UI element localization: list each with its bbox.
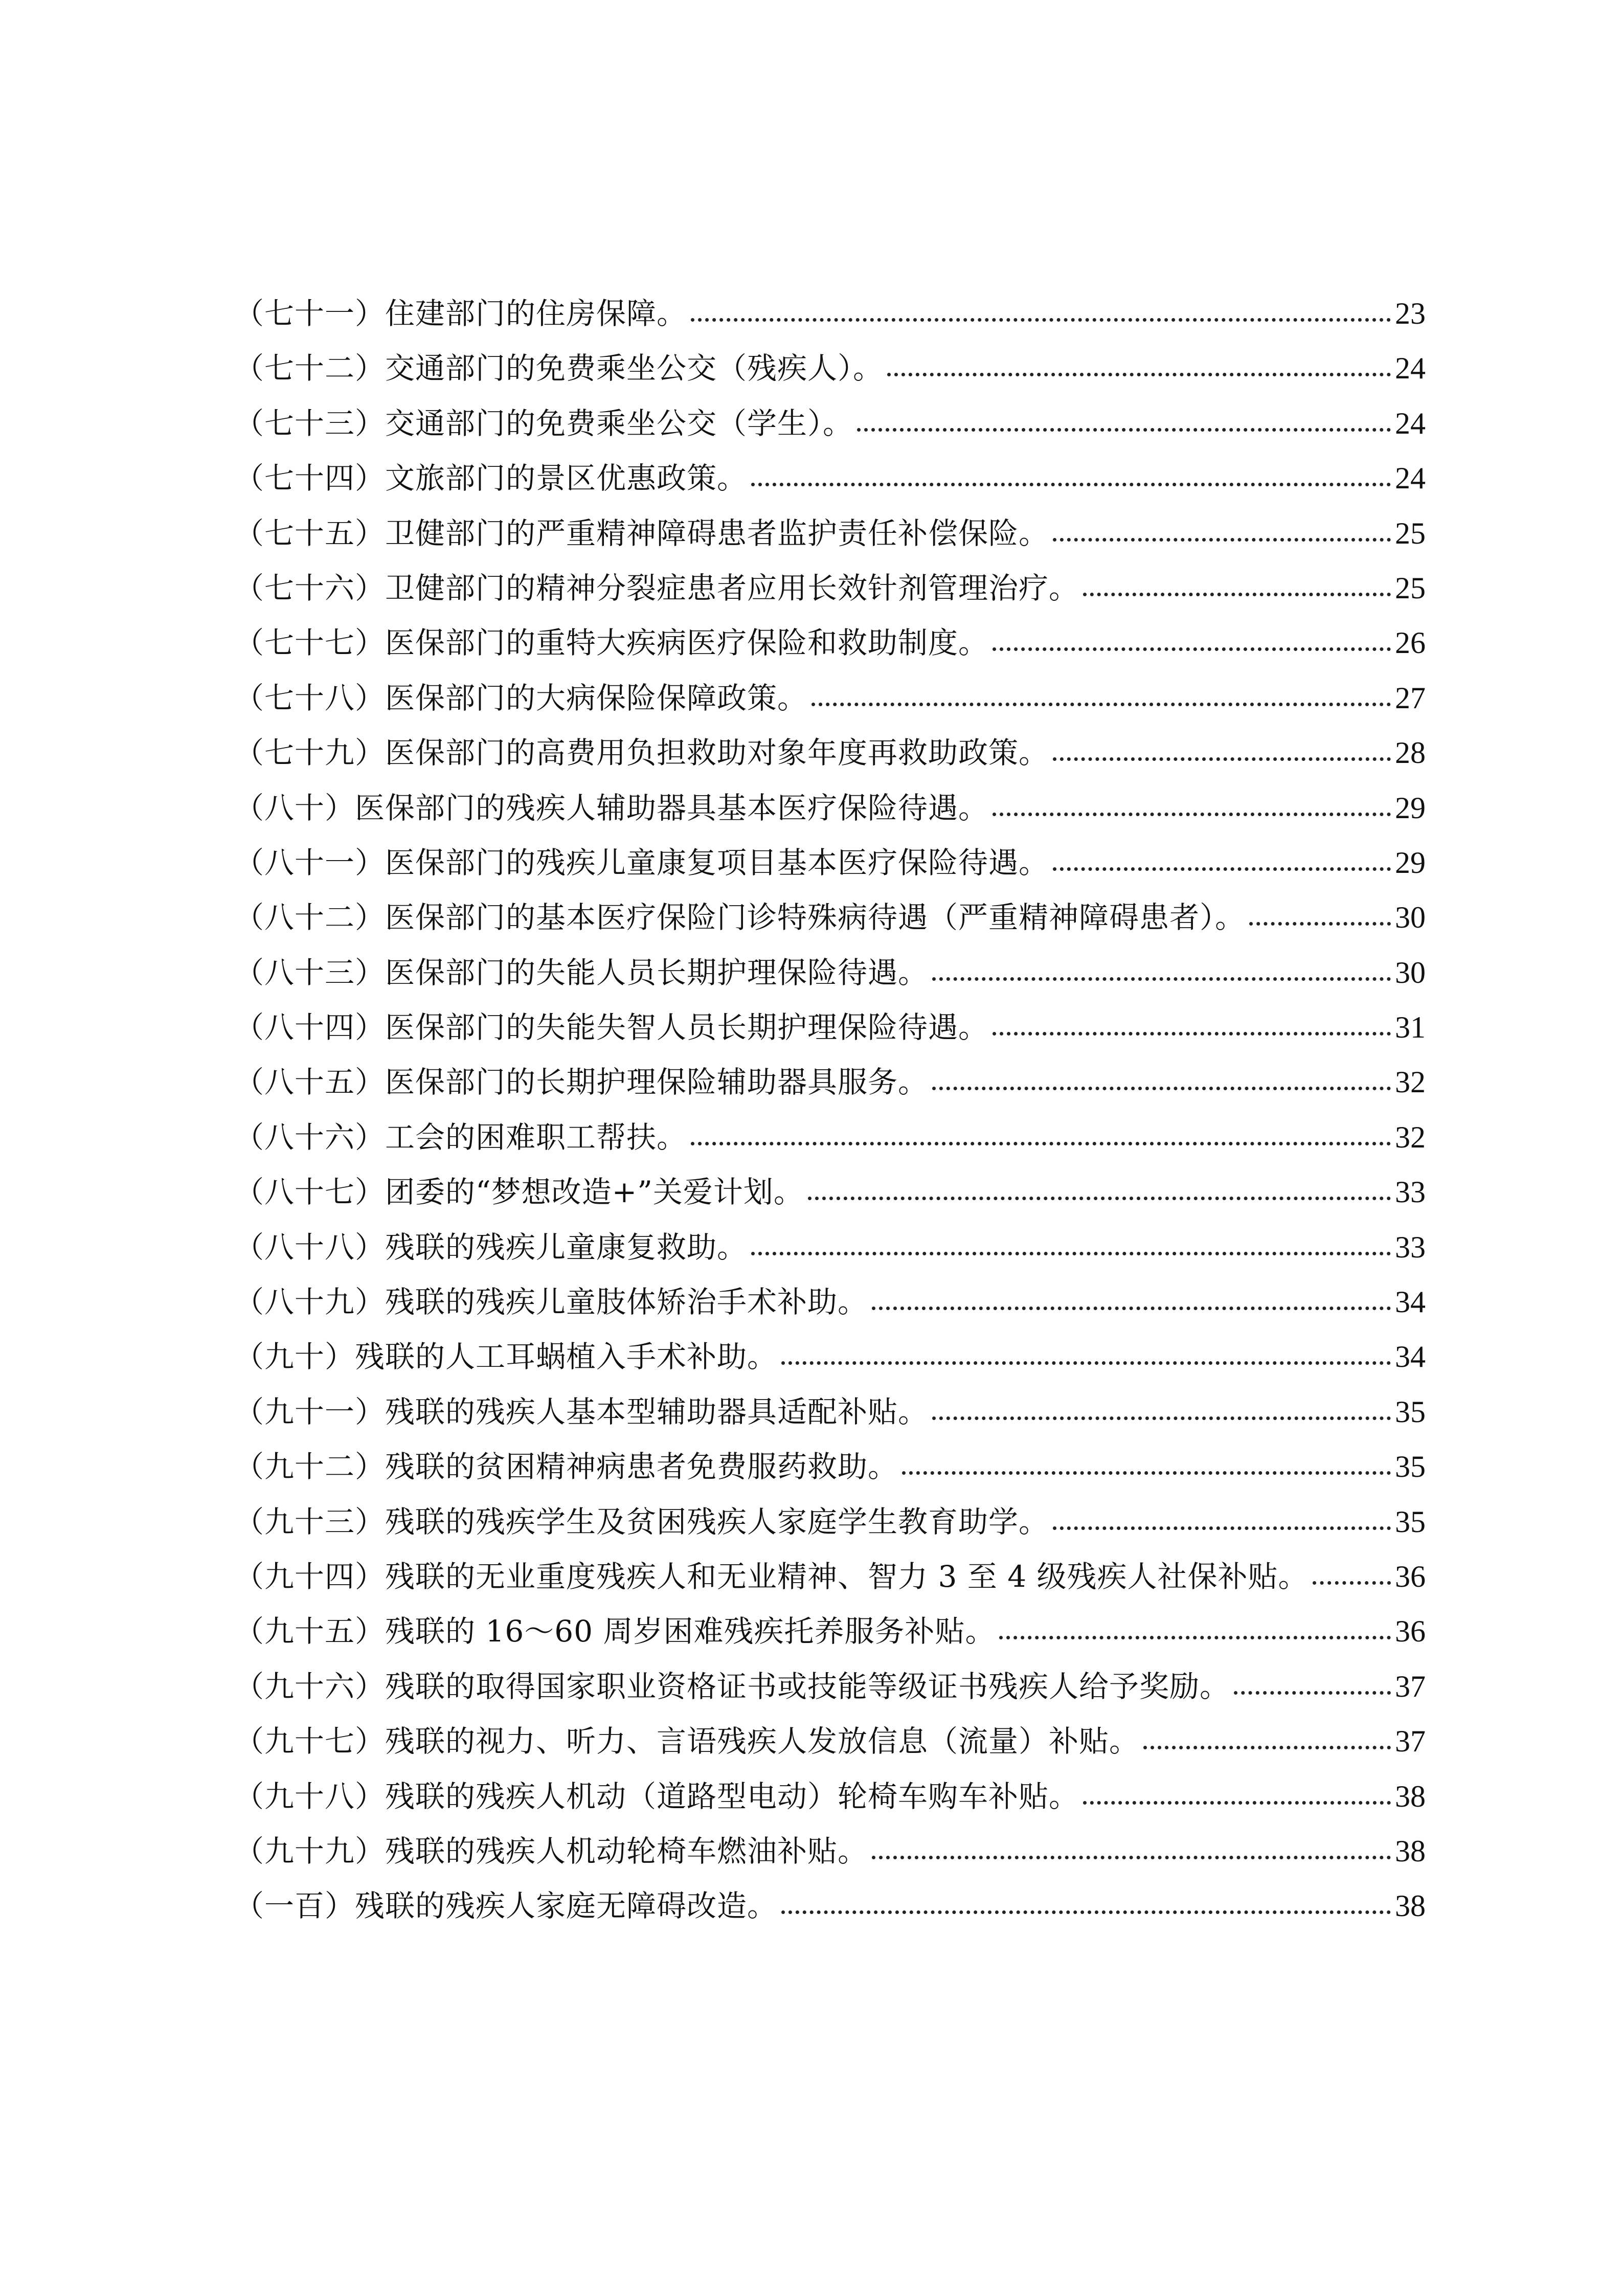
toc-entry[interactable] bbox=[234, 1833, 1426, 1888]
toc-entry-title: （八十五）医保部门的长期护理保险辅助器具服务。 bbox=[234, 1065, 929, 1100]
toc-entry-title: （七十九）医保部门的高费用负担救助对象年度再救助政策。 bbox=[234, 735, 1049, 771]
toc-entry[interactable] bbox=[234, 1449, 1426, 1503]
toc-page-number: 32 bbox=[1395, 1065, 1426, 1099]
table-of-contents bbox=[234, 296, 1426, 1943]
toc-page-number: 37 bbox=[1395, 1724, 1426, 1759]
toc-entry-title: （七十四）文旅部门的景区优惠政策。 bbox=[234, 461, 748, 496]
toc-entry[interactable] bbox=[234, 1669, 1426, 1723]
toc-entry[interactable] bbox=[234, 1394, 1426, 1449]
toc-page-number: 34 bbox=[1395, 1340, 1426, 1374]
toc-entry[interactable] bbox=[234, 845, 1426, 899]
dot-leader bbox=[808, 1197, 1391, 1200]
dot-leader bbox=[1053, 757, 1391, 761]
toc-entry[interactable] bbox=[234, 460, 1426, 515]
dot-leader bbox=[751, 1252, 1391, 1255]
dot-leader bbox=[993, 813, 1391, 816]
toc-page-number: 26 bbox=[1395, 626, 1426, 660]
toc-entry[interactable] bbox=[234, 1613, 1426, 1668]
toc-entry[interactable] bbox=[234, 350, 1426, 405]
toc-entry[interactable] bbox=[234, 515, 1426, 570]
toc-entry-title: （八十三）医保部门的失能人员长期护理保险待遇。 bbox=[234, 955, 929, 990]
toc-page-number: 28 bbox=[1395, 736, 1426, 770]
toc-entry-title: （七十一）住建部门的住房保障。 bbox=[234, 296, 687, 331]
toc-page-number: 24 bbox=[1395, 461, 1426, 496]
dot-leader bbox=[872, 1856, 1391, 1859]
dot-leader bbox=[1234, 1691, 1391, 1695]
toc-entry-title: （七十三）交通部门的免费乘坐公交（学生）。 bbox=[234, 406, 853, 441]
toc-page-number: 30 bbox=[1395, 955, 1426, 989]
toc-entry[interactable] bbox=[234, 1779, 1426, 1833]
toc-page-number: 25 bbox=[1395, 516, 1426, 550]
dot-leader bbox=[1083, 593, 1391, 596]
toc-entry[interactable] bbox=[234, 1009, 1426, 1064]
toc-page-number: 37 bbox=[1395, 1669, 1426, 1703]
toc-entry[interactable] bbox=[234, 1559, 1426, 1613]
toc-entry-title: （七十二）交通部门的免费乘坐公交（残疾人）。 bbox=[234, 351, 884, 386]
dot-leader bbox=[691, 318, 1391, 322]
dot-leader bbox=[993, 647, 1391, 651]
toc-entry[interactable] bbox=[234, 1339, 1426, 1393]
dot-leader bbox=[1053, 1526, 1391, 1530]
toc-entry-title: （七十五）卫健部门的严重精神障碍患者监护责任补偿保险。 bbox=[234, 515, 1049, 551]
toc-entry[interactable] bbox=[234, 1723, 1426, 1778]
dot-leader bbox=[1249, 922, 1391, 926]
toc-page-number: 35 bbox=[1395, 1504, 1426, 1539]
toc-page-number: 35 bbox=[1395, 1394, 1426, 1429]
toc-page-number: 27 bbox=[1395, 681, 1426, 715]
toc-entry[interactable] bbox=[234, 1064, 1426, 1119]
toc-page-number: 36 bbox=[1395, 1559, 1426, 1593]
dot-leader bbox=[932, 977, 1391, 981]
dot-leader bbox=[781, 1910, 1391, 1914]
toc-page-number: 36 bbox=[1395, 1614, 1426, 1649]
dot-leader bbox=[932, 1087, 1391, 1090]
dot-leader bbox=[857, 428, 1391, 432]
toc-entry-title: （八十七）团委的“梦想改造+”关爱计划。 bbox=[234, 1175, 804, 1210]
toc-entry[interactable] bbox=[234, 570, 1426, 625]
dot-leader bbox=[872, 1307, 1391, 1310]
dot-leader bbox=[751, 483, 1391, 486]
toc-page-number: 38 bbox=[1395, 1834, 1426, 1868]
dot-leader bbox=[887, 373, 1391, 376]
toc-page-number: 30 bbox=[1395, 901, 1426, 935]
toc-entry[interactable] bbox=[234, 1504, 1426, 1559]
toc-entry[interactable] bbox=[234, 1284, 1426, 1339]
dot-leader bbox=[691, 1142, 1391, 1145]
dot-leader bbox=[1083, 1801, 1391, 1805]
toc-page-number: 29 bbox=[1395, 791, 1426, 825]
toc-entry-title: （九十二）残联的贫困精神病患者免费服药救助。 bbox=[234, 1449, 898, 1484]
toc-page-number: 38 bbox=[1395, 1889, 1426, 1923]
toc-entry-title: （九十五）残联的 16～60 周岁困难残疾托养服务补贴。 bbox=[234, 1614, 996, 1649]
toc-entry[interactable] bbox=[234, 1888, 1426, 1943]
toc-entry-title: （九十一）残联的残疾人基本型辅助器具适配补贴。 bbox=[234, 1394, 929, 1429]
toc-entry-title: （七十八）医保部门的大病保险保障政策。 bbox=[234, 680, 808, 715]
dot-leader bbox=[1313, 1581, 1391, 1585]
dot-leader bbox=[1143, 1746, 1391, 1749]
toc-page-number: 34 bbox=[1395, 1285, 1426, 1319]
toc-entry-title: （八十四）医保部门的失能失智人员长期护理保险待遇。 bbox=[234, 1010, 989, 1045]
toc-page-number: 24 bbox=[1395, 351, 1426, 386]
toc-entry-title: （九十七）残联的视力、听力、言语残疾人发放信息（流量）补贴。 bbox=[234, 1724, 1140, 1759]
toc-entry[interactable] bbox=[234, 406, 1426, 460]
dot-leader bbox=[999, 1636, 1391, 1639]
toc-entry-title: （八十八）残联的残疾儿童康复救助。 bbox=[234, 1229, 748, 1265]
toc-entry-title: （九十四）残联的无业重度残疾人和无业精神、智力 3 至 4 级残疾人社保补贴。 bbox=[234, 1559, 1309, 1594]
toc-entry[interactable] bbox=[234, 1229, 1426, 1284]
toc-page-number: 38 bbox=[1395, 1779, 1426, 1813]
toc-entry[interactable] bbox=[234, 625, 1426, 680]
toc-entry-title: （九十三）残联的残疾学生及贫困残疾人家庭学生教育助学。 bbox=[234, 1504, 1049, 1539]
toc-entry[interactable] bbox=[234, 296, 1426, 350]
toc-page-number: 32 bbox=[1395, 1120, 1426, 1154]
toc-entry-title: （八十）医保部门的残疾人辅助器具基本医疗保险待遇。 bbox=[234, 790, 989, 825]
toc-entry-title: （九十六）残联的取得国家职业资格证书或技能等级证书残疾人给予奖励。 bbox=[234, 1669, 1230, 1704]
toc-page-number: 35 bbox=[1395, 1450, 1426, 1484]
toc-entry-title: （七十六）卫健部门的精神分裂症患者应用长效针剂管理治疗。 bbox=[234, 570, 1079, 605]
toc-entry[interactable] bbox=[234, 680, 1426, 735]
toc-entry[interactable] bbox=[234, 955, 1426, 1009]
toc-entry-title: （九十）残联的人工耳蜗植入手术补助。 bbox=[234, 1339, 778, 1375]
toc-entry-title: （九十九）残联的残疾人机动轮椅车燃油补贴。 bbox=[234, 1833, 868, 1869]
toc-entry[interactable] bbox=[234, 1174, 1426, 1229]
toc-entry-title: （八十二）医保部门的基本医疗保险门诊特殊病待遇（严重精神障碍患者）。 bbox=[234, 900, 1246, 935]
toc-page-number: 29 bbox=[1395, 845, 1426, 880]
toc-page-number: 23 bbox=[1395, 297, 1426, 330]
toc-entry-title: （七十七）医保部门的重特大疾病医疗保险和救助制度。 bbox=[234, 625, 989, 661]
toc-page-number: 25 bbox=[1395, 571, 1426, 605]
toc-entry[interactable] bbox=[234, 1119, 1426, 1174]
dot-leader bbox=[902, 1471, 1391, 1475]
dot-leader bbox=[932, 1416, 1391, 1420]
toc-page-number: 31 bbox=[1395, 1010, 1426, 1045]
toc-entry-title: （八十一）医保部门的残疾儿童康复项目基本医疗保险待遇。 bbox=[234, 845, 1049, 880]
toc-entry-title: （一百）残联的残疾人家庭无障碍改造。 bbox=[234, 1888, 778, 1924]
toc-page-number: 24 bbox=[1395, 406, 1426, 440]
dot-leader bbox=[993, 1032, 1391, 1036]
toc-entry-title: （九十八）残联的残疾人机动（道路型电动）轮椅车购车补贴。 bbox=[234, 1779, 1079, 1814]
toc-page-number: 33 bbox=[1395, 1175, 1426, 1209]
toc-entry[interactable] bbox=[234, 790, 1426, 845]
dot-leader bbox=[781, 1361, 1391, 1365]
dot-leader bbox=[1053, 867, 1391, 871]
toc-page-number: 33 bbox=[1395, 1230, 1426, 1264]
toc-entry-title: （八十六）工会的困难职工帮扶。 bbox=[234, 1119, 687, 1155]
toc-entry[interactable] bbox=[234, 899, 1426, 954]
dot-leader bbox=[812, 703, 1391, 706]
toc-entry[interactable] bbox=[234, 735, 1426, 790]
toc-entry-title: （八十九）残联的残疾儿童肢体矫治手术补助。 bbox=[234, 1285, 868, 1320]
dot-leader bbox=[1053, 538, 1391, 542]
